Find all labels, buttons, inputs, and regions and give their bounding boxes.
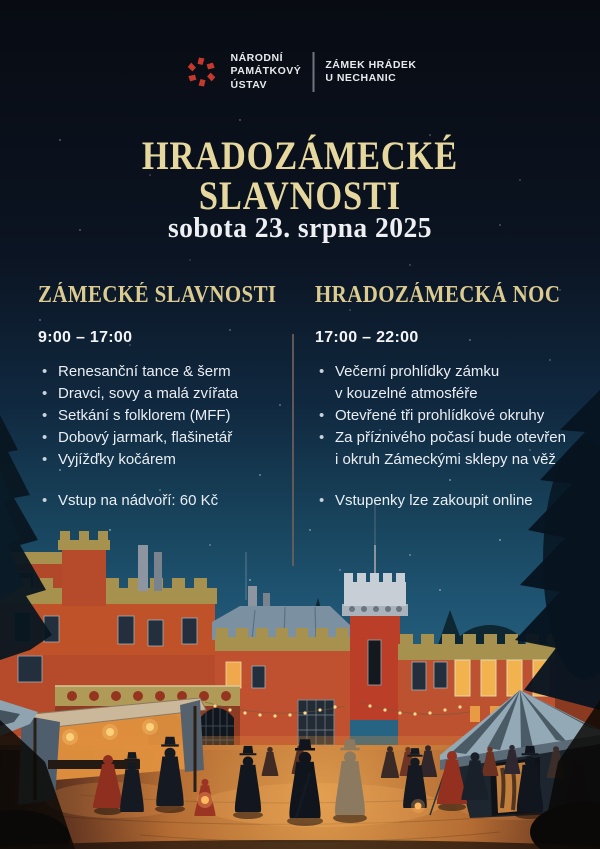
poster-title: HRADOZÁMECKÉ SLAVNOSTI (141, 133, 459, 218)
event-item: • Dravci, sovy a malá zvířata (38, 383, 290, 405)
column-day-program (38, 283, 290, 512)
column-heading: ZÁMECKÉ SLAVNOSTI (38, 282, 277, 308)
event-item: • Setkání s folklorem (MFF) (38, 405, 290, 427)
site-name: ZÁMEK HRÁDEK U NECHANIC (325, 58, 417, 84)
event-item: • Dobový jarmark, flašinetář (38, 427, 290, 449)
event-item: • Renesanční tance & šerm (38, 361, 290, 383)
npu-logo-icon (184, 54, 220, 90)
column-night-program (315, 283, 585, 512)
logo-separator (312, 52, 314, 92)
time-range: 17:00 – 22:00 (315, 329, 419, 346)
column-divider (292, 334, 294, 566)
header-logos (184, 52, 417, 92)
note: • Vstupenky lze zakoupit online (315, 490, 585, 512)
time-range: 9:00 – 17:00 (38, 329, 133, 346)
note: • Vstup na nádvoří: 60 Kč (38, 490, 290, 512)
column-heading: HRADOZÁMECKÁ NOC (315, 282, 561, 308)
program-columns (38, 283, 586, 512)
event-item: • Vyjížďky kočárem (38, 449, 290, 471)
event-list (38, 361, 290, 471)
event-date: sobota 23. srpna 2025 (167, 212, 433, 244)
institute-name: NÁRODNÍ PAMÁTKOVÝ ÚSTAV (230, 52, 302, 91)
event-item: • Večerní prohlídky zámku v kouzelné atmosféře (315, 361, 585, 405)
event-item: • Otevřené tři prohlídkové okruhy (315, 405, 585, 427)
event-item: • Za příznivého počasí bude otevřen i okruh Zámeckými sklepy na věž (315, 427, 585, 471)
event-list (315, 361, 585, 471)
